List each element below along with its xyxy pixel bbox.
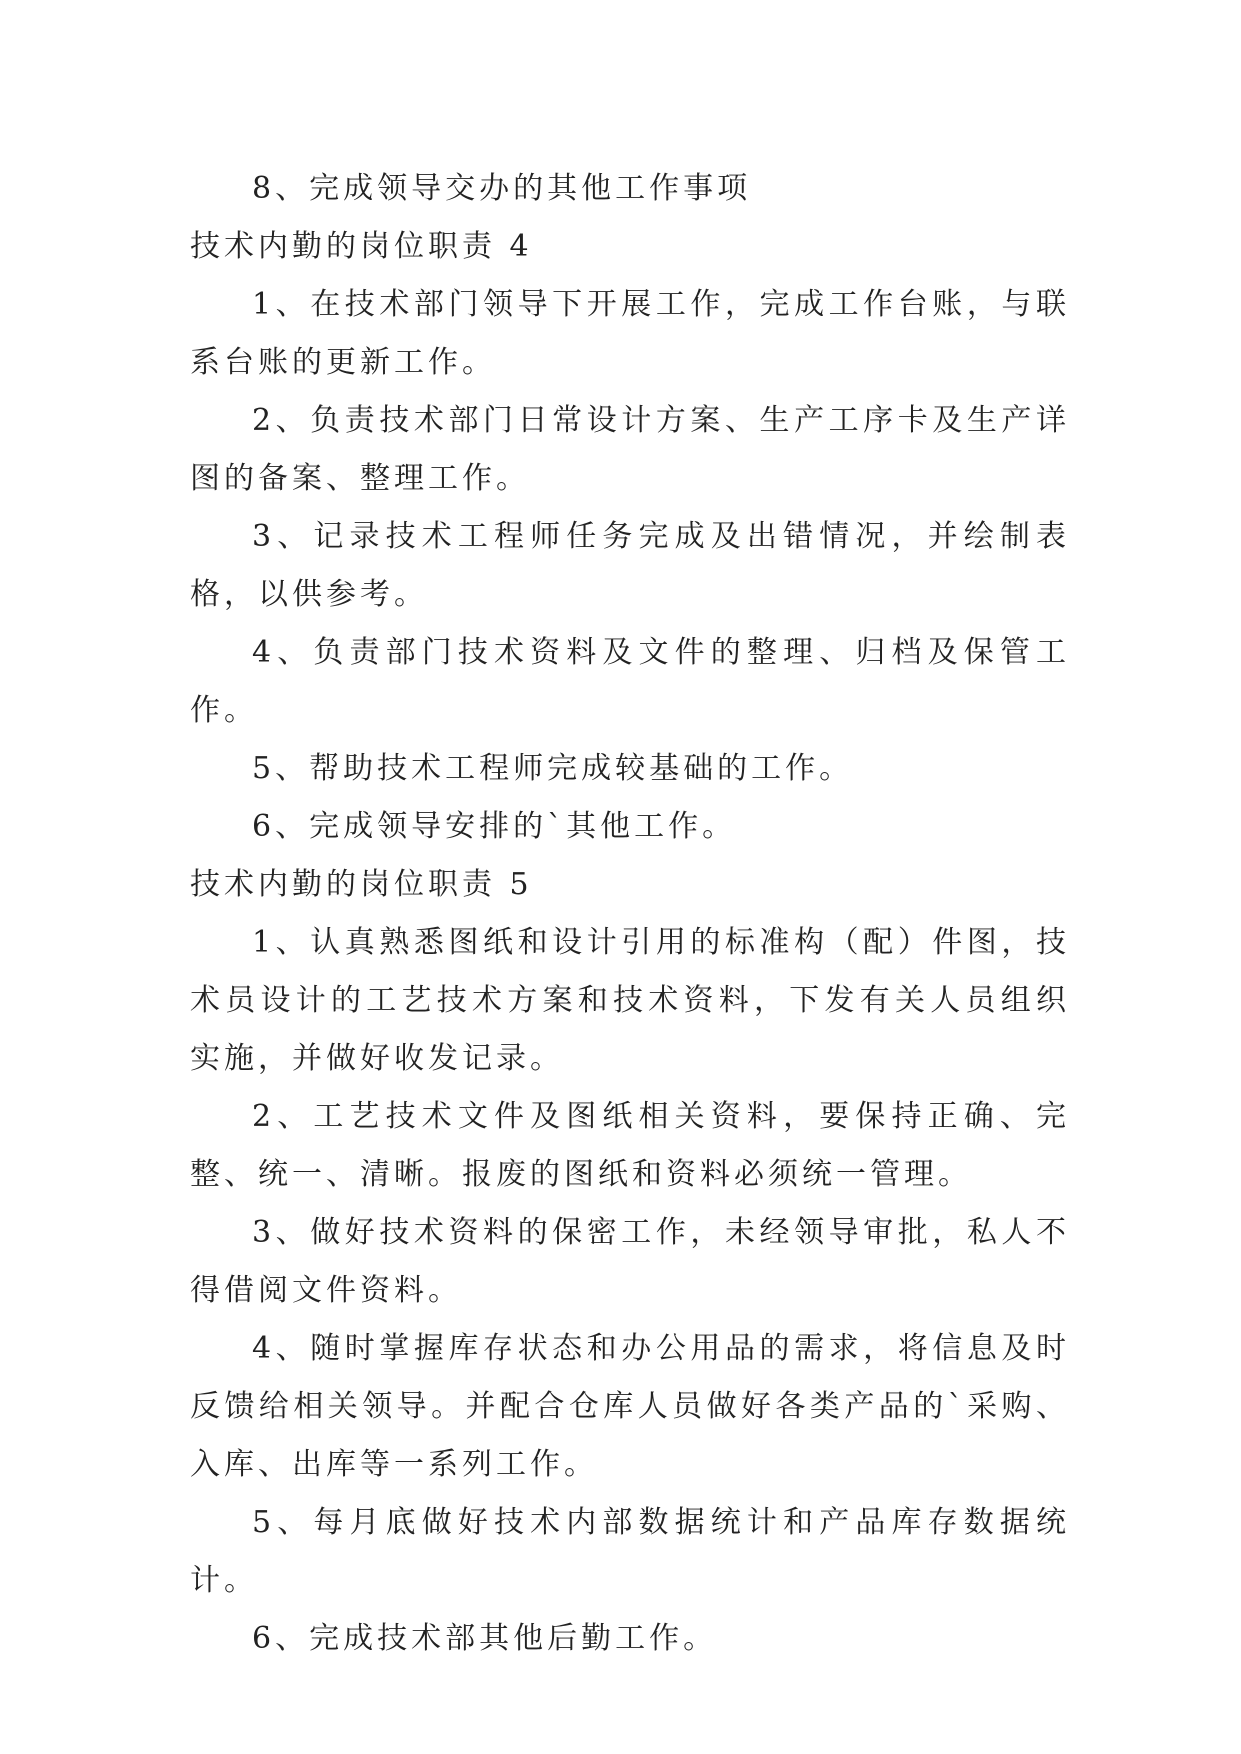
list-item: 2、负责技术部门日常设计方案、生产工序卡及生产详图的备案、整理工作。 bbox=[190, 403, 1070, 496]
document-body bbox=[190, 160, 1070, 1668]
list-item: 8、完成领导交办的其他工作事项 bbox=[252, 171, 752, 206]
list-item: 1、认真熟悉图纸和设计引用的标准构（配）件图，技术员设计的工艺技术方案和技术资料，下发有关人员组织实施，并做好收发记录。 bbox=[190, 925, 1070, 1076]
list-item: 4、随时掌握库存状态和办公用品的需求，将信息及时反馈给相关领导。并配合仓库人员做好各类产品的`采购、入库、出库等一系列工作。 bbox=[190, 1331, 1070, 1482]
list-item: 5、每月底做好技术内部数据统计和产品库存数据统计。 bbox=[190, 1505, 1070, 1598]
list-item: 1、在技术部门领导下开展工作，完成工作台账，与联系台账的更新工作。 bbox=[190, 287, 1070, 380]
list-item: 4、负责部门技术资料及文件的整理、归档及保管工作。 bbox=[190, 635, 1070, 728]
list-item: 3、做好技术资料的保密工作，未经领导审批，私人不得借阅文件资料。 bbox=[190, 1215, 1070, 1308]
list-item: 5、帮助技术工程师完成较基础的工作。 bbox=[252, 751, 854, 786]
list-item: 3、记录技术工程师任务完成及出错情况，并绘制表格，以供参考。 bbox=[190, 519, 1070, 612]
section-heading: 技术内勤的岗位职责 4 bbox=[190, 229, 533, 264]
list-item: 6、完成技术部其他后勤工作。 bbox=[252, 1621, 718, 1656]
list-item: 6、完成领导安排的`其他工作。 bbox=[252, 809, 737, 844]
section-heading: 技术内勤的岗位职责 5 bbox=[190, 867, 533, 902]
list-item: 2、工艺技术文件及图纸相关资料，要保持正确、完整、统一、清晰。报废的图纸和资料必须统一管理。 bbox=[190, 1099, 1070, 1192]
